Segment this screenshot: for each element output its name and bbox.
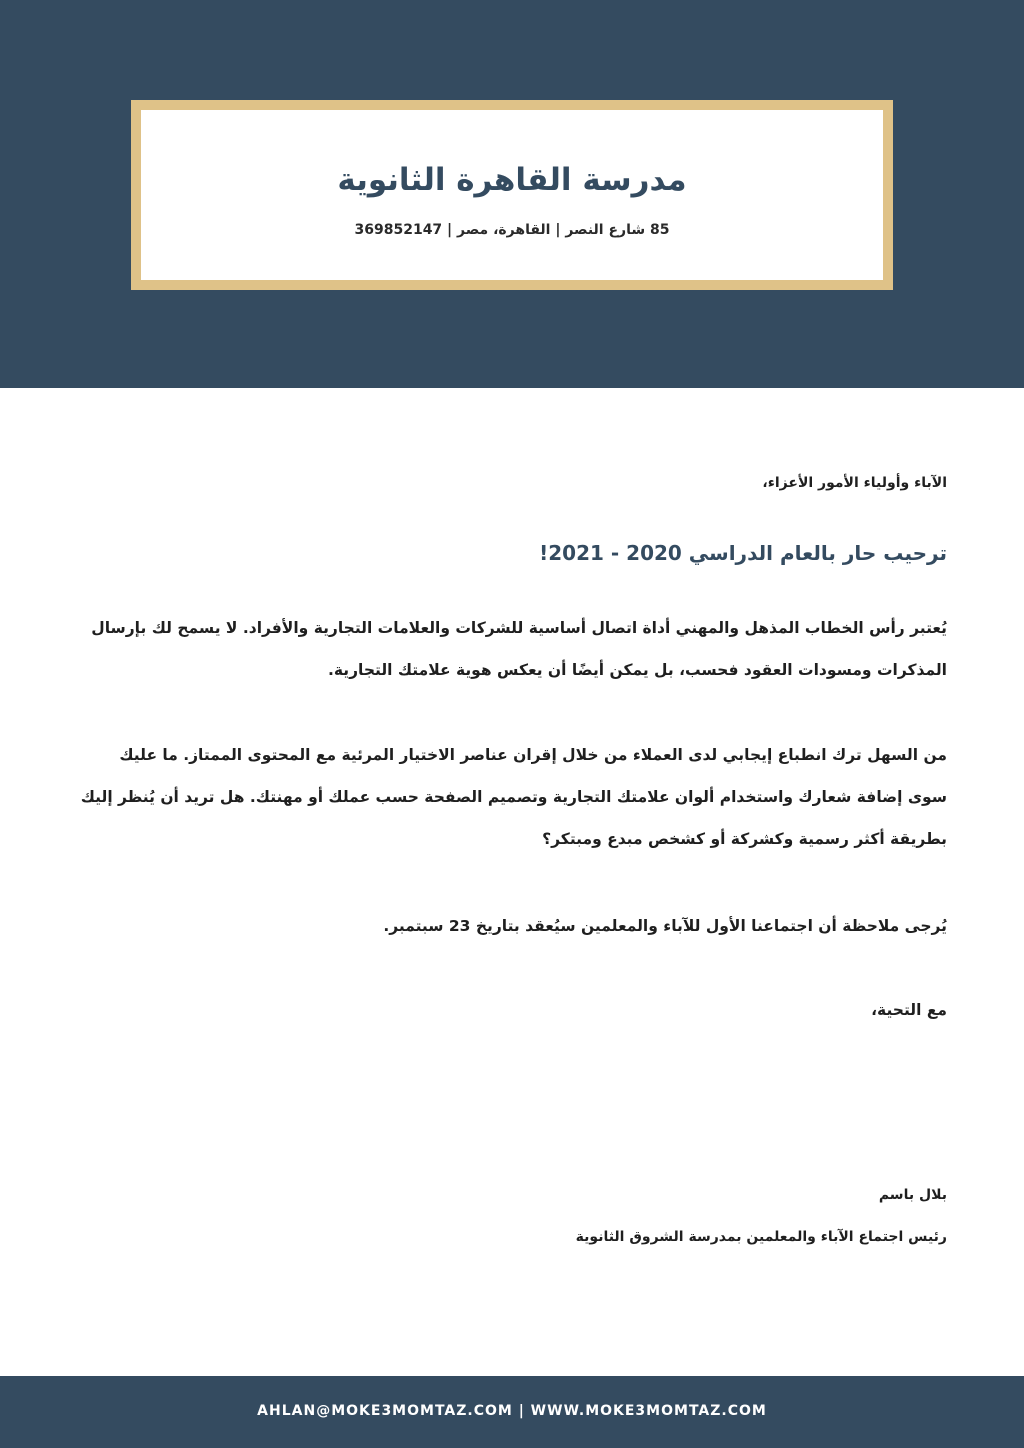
footer-contact: AHLAN@MOKE3MOMTAZ.COM | WWW.MOKE3MOMTAZ.COM bbox=[257, 1403, 767, 1419]
letterhead-card bbox=[131, 100, 893, 290]
signer-name: بلال باسم bbox=[878, 1187, 947, 1203]
body-paragraph-2: من السهل ترك انطباع إيجابي لدى العملاء من خلال إقران عناصر الاختيار المرئية مع المحتوى الممتاز. ما عليك سوى إضافة شعارك واستخدام ألوان علامتك التجارية وتصميم الصفحة حسب عملك أو مهنتك. هل تريد أن يُنظر إليك بطريقة أكثر رسمية وكشركة أو كشخص مبدع ومبتكر؟ bbox=[80, 746, 947, 848]
closing-line: مع التحية، bbox=[871, 1001, 947, 1019]
letter-greeting: الآباء وأولياء الأمور الأعزاء، bbox=[762, 475, 947, 491]
school-address: 85 شارع النصر | القاهرة، مصر | 369852147 bbox=[354, 222, 670, 238]
header-band bbox=[0, 0, 1024, 388]
meeting-note: يُرجى ملاحظة أن اجتماعنا الأول للآباء والمعلمين سيُعقد بتاريخ 23 سبتمبر. bbox=[383, 917, 947, 935]
signer-title: رئيس اجتماع الآباء والمعلمين بمدرسة الشروق الثانوية bbox=[575, 1229, 947, 1245]
body-paragraph-1: يُعتبر رأس الخطاب المذهل والمهني أداة اتصال أساسية للشركات والعلامات التجارية والأفراد. لا يسمح لك بإرسال المذكرات ومسودات العقود فحسب، بل يمكن أيضًا أن يعكس هوية علامتك التجارية. bbox=[91, 619, 947, 679]
welcome-heading: ترحيب حار بالعام الدراسي 2020 - 2021! bbox=[539, 541, 947, 565]
school-name: مدرسة القاهرة الثانوية bbox=[337, 162, 687, 198]
footer-band bbox=[0, 1376, 1024, 1448]
